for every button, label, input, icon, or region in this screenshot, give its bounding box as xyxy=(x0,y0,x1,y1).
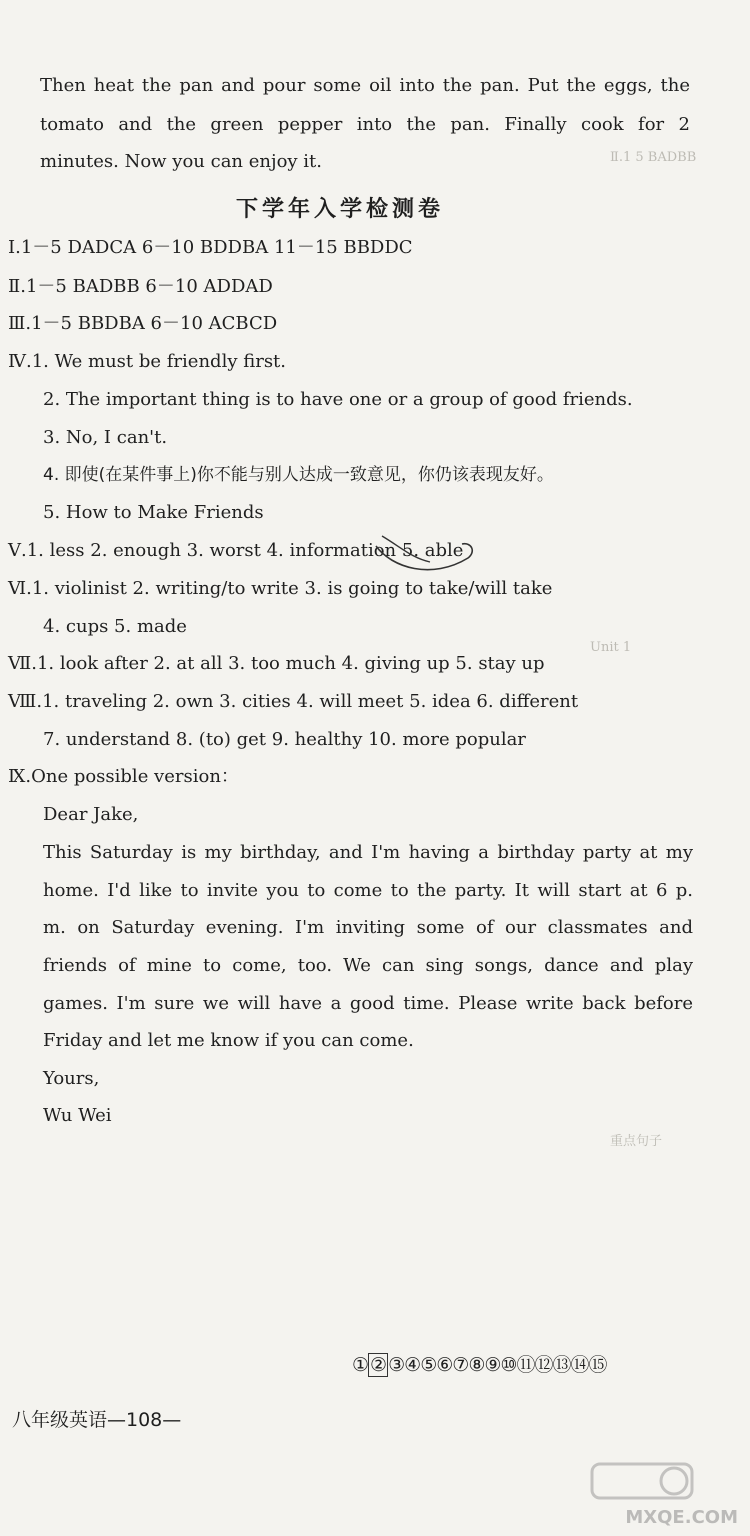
roman-numeral: Ⅷ. xyxy=(8,691,43,712)
letter-signature: Wu Wei xyxy=(43,1105,112,1126)
answer-text: 1. We must be friendly first. xyxy=(31,351,287,372)
page-circle-marker: ③ xyxy=(388,1354,405,1376)
answer-row xyxy=(8,236,413,260)
bleed-through-text: Unit 1 xyxy=(590,640,632,655)
roman-numeral: Ⅵ. xyxy=(8,578,32,599)
answer-row xyxy=(8,275,273,299)
page-circle-marker: ⑮ xyxy=(588,1354,607,1376)
page-circle-marker: ① xyxy=(352,1354,369,1376)
page-circle-marker: ④ xyxy=(404,1354,421,1376)
answer-row: 5. How to Make Friends xyxy=(43,502,264,523)
page-circle-marker: ⑦ xyxy=(452,1354,469,1376)
section-title: 下学年入学检测卷 xyxy=(235,197,444,222)
page-circle-markers xyxy=(352,1350,607,1377)
letter-line: This Saturday is my birthday, and I'm having a birthday party at my xyxy=(43,842,693,863)
page-circle-marker: ⑤ xyxy=(420,1354,437,1376)
roman-numeral: Ⅳ. xyxy=(8,351,32,372)
page-circle-marker: ⑧ xyxy=(468,1354,485,1376)
page-circle-marker: ⑩ xyxy=(500,1354,517,1376)
roman-numeral: Ⅴ. xyxy=(8,540,27,561)
answer-row xyxy=(8,312,277,336)
letter-closing: Yours, xyxy=(43,1068,100,1089)
answer-text: One possible version： xyxy=(31,766,239,787)
bleed-through-text: Ⅱ.1 5 BADBB xyxy=(610,150,697,165)
answer-row xyxy=(8,350,286,374)
pen-scribble-mark xyxy=(372,528,480,578)
answer-text: 1. look after 2. at all 3. too much 4. giving up 5. stay up xyxy=(36,653,545,674)
answer-text: 1－5 BADBB 6－10 ADDAD xyxy=(25,276,273,297)
page-circle-marker: ② xyxy=(370,1354,387,1376)
page-footer: 八年级英语—108— xyxy=(12,1409,182,1431)
intro-line-3: minutes. Now you can enjoy it. xyxy=(40,151,323,172)
answer-text: 1. less 2. enough 3. worst 4. information 5. able xyxy=(26,540,464,561)
roman-numeral: Ⅰ. xyxy=(8,237,21,258)
letter-line: Friday and let me know if you can come. xyxy=(43,1030,414,1051)
letter-greeting: Dear Jake, xyxy=(43,804,139,825)
page-circle-marker: ⑥ xyxy=(436,1354,453,1376)
page-circle-marker: ⑬ xyxy=(552,1354,571,1376)
answer-row: 7. understand 8. (to) get 9. healthy 10. more popular xyxy=(43,729,526,750)
roman-numeral: Ⅶ. xyxy=(8,653,37,674)
answer-row: 3. No, I can't. xyxy=(43,427,168,448)
answer-row: 4. 即使(在某件事上)你不能与别人达成一致意见，你仍该表现友好。 xyxy=(43,465,554,485)
page-circle-marker: ⑭ xyxy=(570,1354,589,1376)
bleed-through-text: 重点句子 xyxy=(610,1134,663,1149)
page-circle-marker: ⑫ xyxy=(534,1354,553,1376)
roman-numeral: Ⅸ. xyxy=(8,766,32,787)
watermark-emblem-icon xyxy=(588,1458,698,1508)
page-circle-marker: ⑪ xyxy=(516,1354,535,1376)
letter-line: m. on Saturday evening. I'm inviting some of our classmates and xyxy=(43,917,693,938)
answer-text: 1. violinist 2. writing/to write 3. is going to take/will take xyxy=(31,578,553,599)
letter-line: friends of mine to come, too. We can sing songs, dance and play xyxy=(43,955,693,976)
answer-row: 2. The important thing is to have one or a group of good friends. xyxy=(43,389,633,410)
letter-line: home. I'd like to invite you to come to the party. It will start at 6 p. xyxy=(43,880,693,901)
answer-row xyxy=(8,765,239,789)
answer-row xyxy=(8,690,578,714)
roman-numeral: Ⅲ. xyxy=(8,313,32,334)
intro-line-1: Then heat the pan and pour some oil into the pan. Put the eggs, the xyxy=(40,75,690,96)
watermark-logo xyxy=(588,1458,738,1528)
answer-text: 1－5 DADCA 6－10 BDDBA 11－15 BBDDC xyxy=(20,237,413,258)
page-circle-marker: ⑨ xyxy=(484,1354,501,1376)
answer-row xyxy=(8,652,545,676)
intro-line-2: tomato and the green pepper into the pan. Finally cook for 2 xyxy=(40,114,690,135)
answer-row: 4. cups 5. made xyxy=(43,616,187,637)
watermark-site: MXQE.COM xyxy=(625,1507,738,1528)
answer-text: 1－5 BBDBA 6－10 ACBCD xyxy=(31,313,278,334)
answer-text: 1. traveling 2. own 3. cities 4. will meet 5. idea 6. different xyxy=(42,691,579,712)
roman-numeral: Ⅱ. xyxy=(8,276,26,297)
letter-line: games. I'm sure we will have a good time. Please write back before xyxy=(43,993,693,1014)
answer-row xyxy=(8,577,552,601)
circle-numbers xyxy=(352,1353,607,1377)
